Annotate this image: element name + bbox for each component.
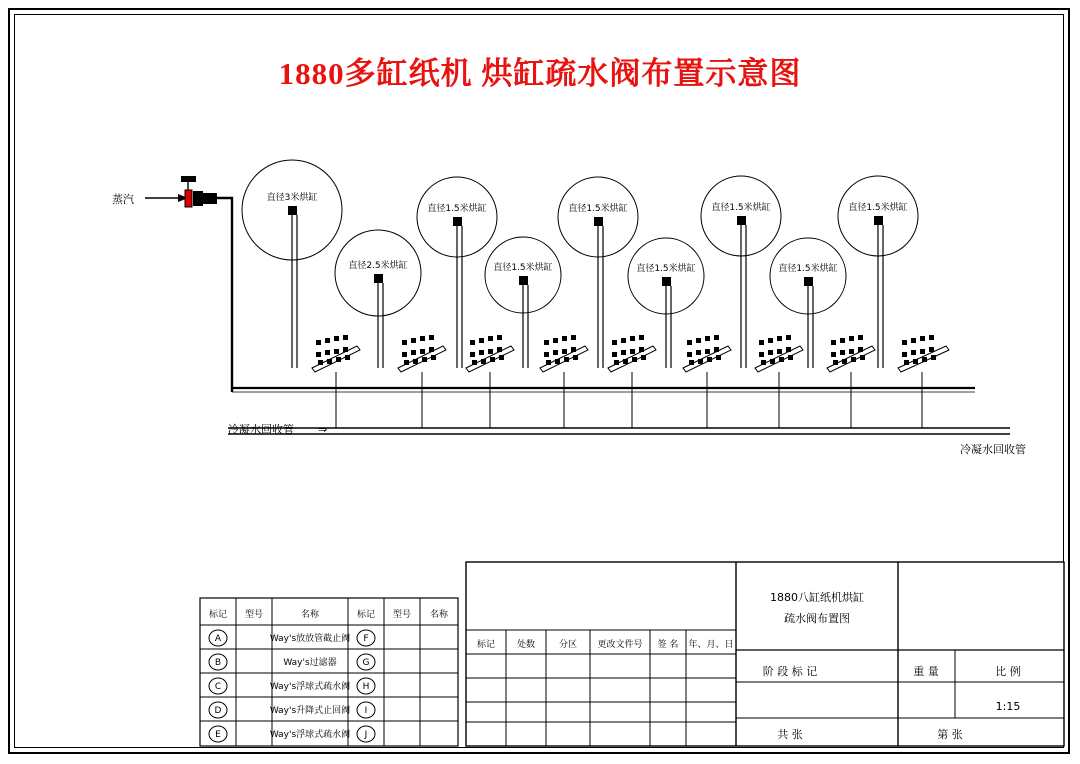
rev-header-5: 年、月、日 <box>688 640 734 650</box>
valve-station-2 <box>398 335 446 428</box>
legend-name-e: Way's浮球式疏水阀 <box>269 730 351 740</box>
valve-station-6 <box>683 335 731 428</box>
drawing-name-line1: 1880八缸纸机烘缸 <box>770 591 864 604</box>
valve-station-group <box>312 335 949 428</box>
dryer-label-6: 直径1.5米烘缸 <box>636 264 696 274</box>
scale-label: 比 例 <box>995 665 1021 678</box>
legend-tag-e: E <box>215 730 221 740</box>
valve-station-1 <box>312 335 360 428</box>
steam-header-pipe <box>232 388 975 392</box>
legend-name-a: Way's放放管截止阀 <box>269 634 351 644</box>
legend-table <box>200 598 458 746</box>
legend-tag-b: B <box>214 658 222 668</box>
valve-station-4 <box>540 335 588 428</box>
steam-inlet-label: 蒸汽 <box>112 193 134 206</box>
legend-header-5: 名称 <box>429 610 449 620</box>
legend-header-4: 型号 <box>392 610 412 620</box>
sheet-no-label: 第 张 <box>937 728 963 741</box>
dryer-label-8: 直径1.5米烘缸 <box>778 264 838 274</box>
rev-header-4: 签 名 <box>657 640 679 650</box>
legend-header-3: 标记 <box>356 610 376 620</box>
dryer-label-7: 直径1.5米烘缸 <box>711 203 771 213</box>
legend-header-2: 名称 <box>300 610 320 620</box>
rev-header-2: 分区 <box>558 640 578 650</box>
condensate-return-pipes <box>228 422 1026 456</box>
legend-tag-c: C <box>214 682 222 692</box>
steam-inlet-group <box>112 176 236 392</box>
legend-tag-i: I <box>364 706 368 716</box>
legend-tag-g: G <box>362 658 370 668</box>
dryer-label-4: 直径1.5米烘缸 <box>493 263 553 273</box>
valve-station-7 <box>755 335 803 428</box>
valve-station-8 <box>827 335 875 428</box>
weight-label: 重 量 <box>913 665 939 678</box>
title-block <box>466 562 1064 746</box>
valve-actuator-icon <box>193 191 203 206</box>
legend-tag-a: A <box>214 634 222 644</box>
dryer-label-3: 直径1.5米烘缸 <box>427 204 487 214</box>
legend-name-b: Way's过滤器 <box>283 658 337 668</box>
sheet-total-label: 共 张 <box>777 728 803 741</box>
valve-station-3 <box>466 335 514 428</box>
legend-name-d: Way's升降式止回阀 <box>269 706 351 716</box>
legend-tag-f: F <box>363 634 369 644</box>
legend-name-c: Way's浮球式疏水阀 <box>269 682 351 692</box>
drawing-name-line2: 疏水阀布置图 <box>784 612 850 625</box>
dryer-label-1: 直径3米烘缸 <box>266 193 318 203</box>
rev-header-3: 更改文件号 <box>597 640 643 650</box>
dryer-label-2: 直径2.5米烘缸 <box>348 261 408 271</box>
stage-label: 阶 段 标 记 <box>762 665 818 678</box>
steam-valve-icon <box>185 190 192 207</box>
dryer-label-9: 直径1.5米烘缸 <box>848 203 908 213</box>
valve-station-9 <box>898 335 949 428</box>
legend-tag-h: H <box>362 682 370 692</box>
legend-header-0: 标记 <box>208 610 228 620</box>
valve-station-5 <box>608 335 656 428</box>
condensate-right-label: 冷凝水回收管 <box>960 443 1026 456</box>
scale-value: 1:15 <box>995 700 1021 713</box>
condensate-left-label: 冷凝水回收管 <box>228 423 294 436</box>
rev-header-1: 处数 <box>516 640 536 650</box>
dryer-label-5: 直径1.5米烘缸 <box>568 204 628 214</box>
legend-tag-d: D <box>214 706 222 716</box>
legend-tag-j: J <box>364 730 368 740</box>
rev-header-0: 标记 <box>476 640 496 650</box>
page-title: 1880多缸纸机 烘缸疏水阀布置示意图 <box>278 56 802 91</box>
condensate-arrow-icon: ⇒ <box>318 423 328 436</box>
legend-header-1: 型号 <box>244 610 264 620</box>
